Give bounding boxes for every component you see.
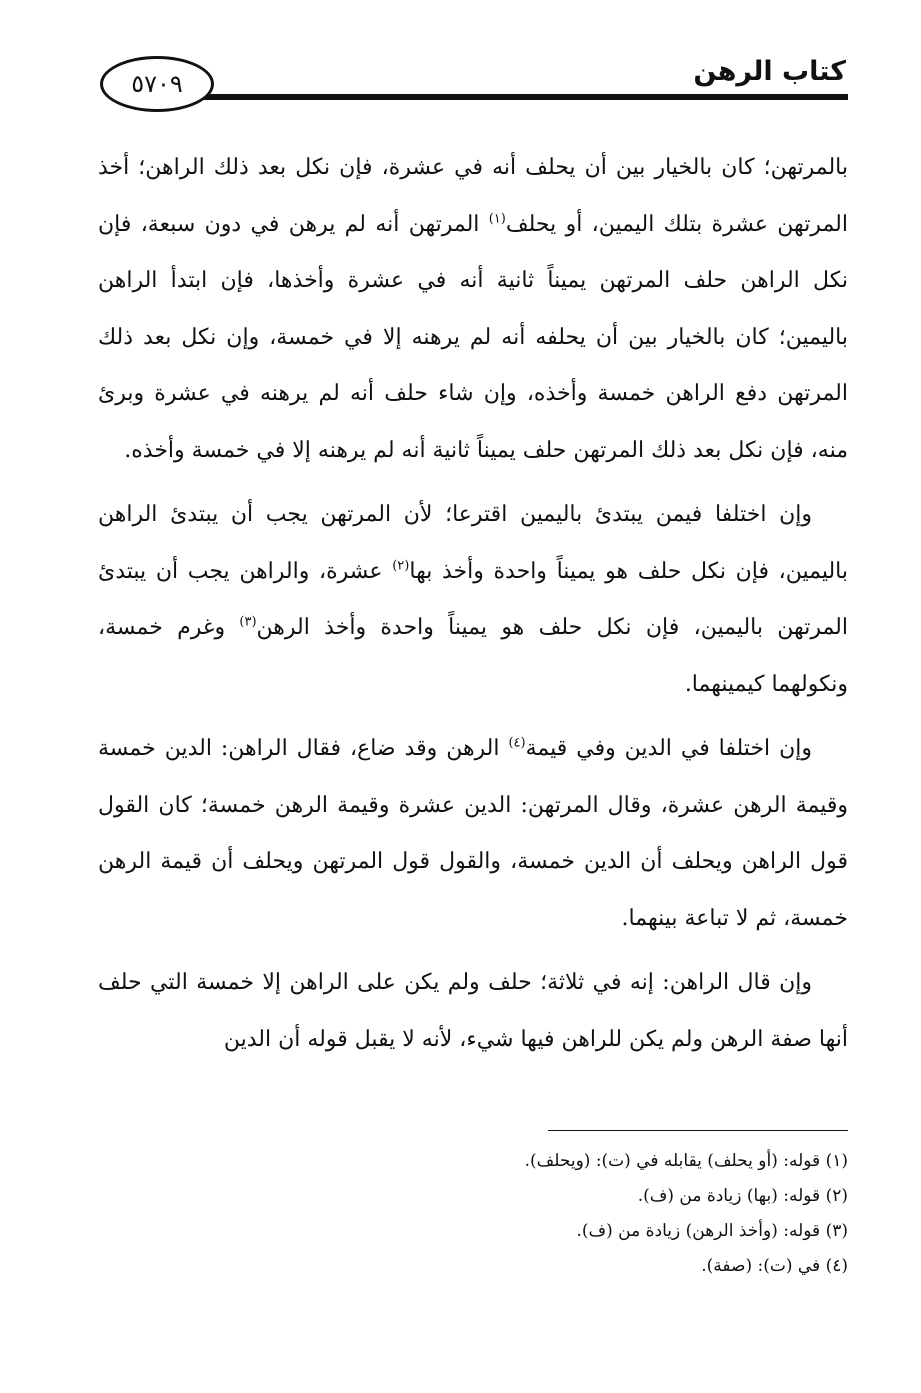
paragraph-text: وإن قال الراهن: إنه في ثلاثة؛ حلف ولم يكن على الراهن إلا خمسة التي حلف أنها صفة الرهن ولم يكن للراهن فيها شيء، لأنه لا يقبل قوله أن الدين — [98, 970, 848, 1052]
footnote-2: (٢) قوله: (بها) زيادة من (ف). — [637, 1186, 848, 1206]
page-number: ٥٧٠٩ — [100, 56, 214, 112]
footnote-3: (٣) قوله: (وأخذ الرهن) زيادة من (ف). — [576, 1221, 848, 1241]
paragraph-text: وإن اختلفا في الدين وفي قيمة — [525, 736, 813, 761]
footnote-4: (٤) في (ت): (صفة). — [701, 1256, 848, 1276]
footnote-ref-2: (٢) — [392, 558, 410, 574]
footnote-separator — [548, 1130, 848, 1131]
page-header — [100, 48, 848, 108]
header-rule — [188, 94, 848, 100]
paragraph-text: الرهن وقد ضاع، فقال الراهن: الدين خمسة وقيمة الرهن عشرة، وقال المرتهن: الدين عشرة وقيمة الرهن خمسة؛ كان القول قول الراهن ويحلف أن الدين خمسة، والقول قول المرتهن ويحلف أن قيمة الرهن خمسة، ثم لا تباعة بينهما. — [98, 736, 848, 931]
paragraph-text: عشرة، والراهن يجب أن يبتدئ المرتهن باليمين، فإن نكل حلف هو يميناً واحدة وأخذ الرهن — [98, 558, 848, 640]
paragraph-2 — [98, 487, 848, 713]
footnotes — [98, 1144, 848, 1284]
paragraph-4 — [98, 955, 848, 1068]
main-text — [98, 140, 848, 1076]
paragraph-text: المرتهن أنه لم يرهن في دون سبعة، فإن نكل الراهن حلف المرتهن يميناً ثانية أنه في عشرة وأخذها، فإن ابتدأ الراهن باليمين؛ كان بالخيار بين أن يحلفه أنه لم يرهنه إلا في خمسة، وإن نكل بعد ذلك المرتهن دفع الراهن خمسة وأخذه، وإن شاء حلف أنه لم يرهنه في عشرة وبرئ منه، فإن نكل بعد ذلك المرتهن حلف يميناً ثانية أنه لم يرهنه إلا في خمسة وأخذه. — [98, 211, 848, 463]
paragraph-1 — [98, 140, 848, 479]
footnote-1: (١) قوله: (أو يحلف) يقابله في (ت): (ويحلف). — [524, 1151, 848, 1171]
paragraph-text: وغرم خمسة، ونكولهما كيمينهما. — [98, 615, 848, 697]
footnote-ref-1: (١) — [488, 211, 506, 227]
paragraph-text: بالمرتهن؛ كان بالخيار بين أن يحلف أنه في عشرة، فإن نكل بعد ذلك الراهن؛ أخذ المرتهن عشرة بتلك اليمين، أو يحلف — [98, 155, 849, 237]
footnote-ref-3: (٣) — [239, 614, 257, 630]
paragraph-text: وإن اختلفا فيمن يبتدئ باليمين اقترعا؛ لأن المرتهن يجب أن يبتدئ الراهن باليمين، فإن نكل حلف هو يميناً واحدة وأخذ بها — [98, 502, 849, 584]
footnote-ref-4: (٤) — [508, 735, 526, 751]
paragraph-3 — [98, 721, 848, 947]
running-title: كتاب الرهن — [693, 56, 846, 87]
